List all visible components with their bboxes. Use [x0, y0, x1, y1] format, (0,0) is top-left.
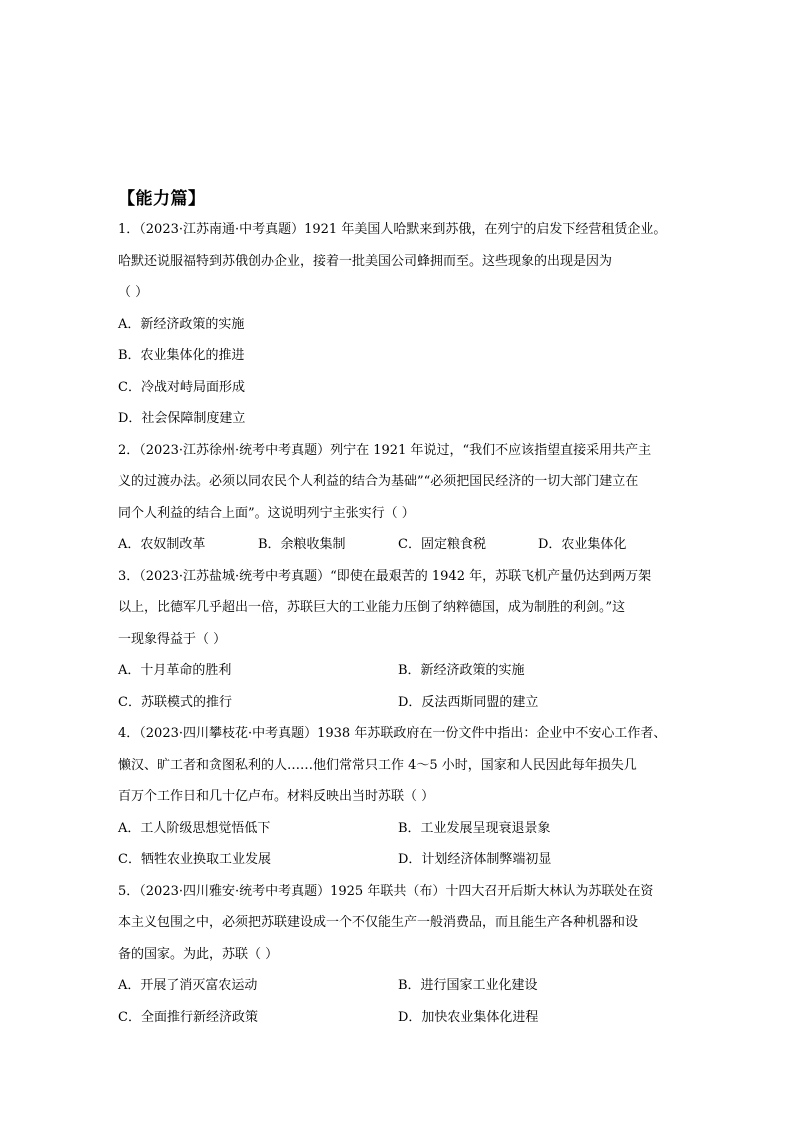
option-a[interactable]: A．开展了消灭富农运动 [118, 978, 258, 993]
question-3 [118, 561, 678, 719]
question-2 [118, 435, 678, 561]
question-stem-line: 本主义包围之中，必须把苏联建设成一个不仅能生产一般消费品，而且能生产各种机器和设 [118, 915, 639, 930]
option-a[interactable]: A．工人阶级思想觉悟低下 [118, 820, 271, 836]
option-row [118, 403, 678, 435]
question-stem-line: 哈默还说服福特到苏俄创办企业，接着一批美国公司蜂拥而至。这些现象的出现是因为 [118, 253, 613, 269]
question-stem-line: 以上，比德军几乎超出一倍，苏联巨大的工业能力压倒了纳粹德国，成为制胜的利剑。”这 [118, 600, 626, 615]
option-c[interactable]: C．苏联模式的推行 [118, 694, 232, 710]
option-row [118, 309, 678, 341]
question-stem-line: 3．（2023·江苏盐城·统考中考真题）“即使在最艰苦的 1942 年，苏联飞机产量仍达到两万架 [118, 568, 652, 584]
option-b[interactable]: B．余粮收集制 [258, 537, 346, 552]
option-d[interactable]: D．社会保障制度建立 [118, 411, 246, 426]
question-1 [118, 214, 678, 435]
option-a[interactable]: A．新经济政策的实施 [118, 316, 245, 332]
option-row [118, 687, 678, 719]
option-row [118, 372, 678, 404]
question-stem-line: 同个人利益的结合上面”。这说明列宁主张实行（ ） [118, 505, 415, 521]
option-b[interactable]: B．进行国家工业化建设 [398, 978, 538, 993]
option-d[interactable]: D．农业集体化 [538, 537, 627, 552]
question-stem-line: 备的国家。为此，苏联（ ） [118, 946, 279, 962]
content-area [118, 186, 678, 1033]
option-c[interactable]: C．固定粮食税 [398, 537, 486, 552]
option-a[interactable]: A．十月革命的胜利 [118, 663, 232, 678]
question-stem-line: 一现象得益于（ ） [118, 631, 227, 647]
option-row [118, 655, 678, 687]
question-stem-line: 4．（2023·四川攀枝花·中考真题）1938 年苏联政府在一份文件中指出：企业中不安心工作者、 [118, 726, 667, 741]
section-title: 【能力篇】 [118, 189, 206, 209]
question-stem-line: 百万个工作日和几十亿卢布。材料反映出当时苏联（ ） [118, 789, 435, 804]
question-stem-line: 1．（2023·江苏南通·中考真题）1921 年美国人哈默来到苏俄，在列宁的启发下经营租赁企业。 [118, 222, 667, 237]
option-row [118, 970, 678, 1002]
option-d[interactable]: D．反法西斯同盟的建立 [398, 694, 539, 710]
option-b[interactable]: B．新经济政策的实施 [398, 663, 525, 678]
option-c[interactable]: C．牺牲农业换取工业发展 [118, 852, 271, 867]
option-row [118, 844, 678, 876]
option-c[interactable]: C．冷战对峙局面形成 [118, 379, 245, 395]
option-d[interactable]: D．加快农业集体化进程 [398, 1009, 539, 1025]
option-row [118, 340, 678, 372]
question-stem-line: 懒汉、旷工者和贪图私利的人……他们常常只工作 4～5 小时，国家和人民因此每年损失几 [118, 757, 637, 773]
option-a[interactable]: A．农奴制改革 [118, 537, 206, 552]
question-stem-line: （ ） [118, 285, 149, 300]
option-row [118, 529, 678, 561]
option-c[interactable]: C．全面推行新经济政策 [118, 1009, 258, 1025]
question-stem-line: 5．（2023·四川雅安·统考中考真题）1925 年联共（布）十四大召开后斯大林认为苏联处在资 [118, 883, 654, 899]
option-b[interactable]: B．工业发展呈现衰退景象 [398, 820, 551, 836]
option-row [118, 813, 678, 845]
question-stem-line: 义的过渡办法。必须以同农民个人利益的结合为基础”“必须把国民经济的一切大部门建立在 [118, 474, 639, 489]
option-b[interactable]: B．农业集体化的推进 [118, 348, 245, 363]
option-row [118, 1002, 678, 1034]
question-stem-line: 2．（2023·江苏徐州·统考中考真题）列宁在 1921 年说过，“我们不应该指望直接采用共产主 [118, 442, 652, 458]
question-4 [118, 718, 678, 876]
question-5 [118, 876, 678, 1034]
option-d[interactable]: D．计划经济体制弊端初显 [398, 852, 552, 867]
